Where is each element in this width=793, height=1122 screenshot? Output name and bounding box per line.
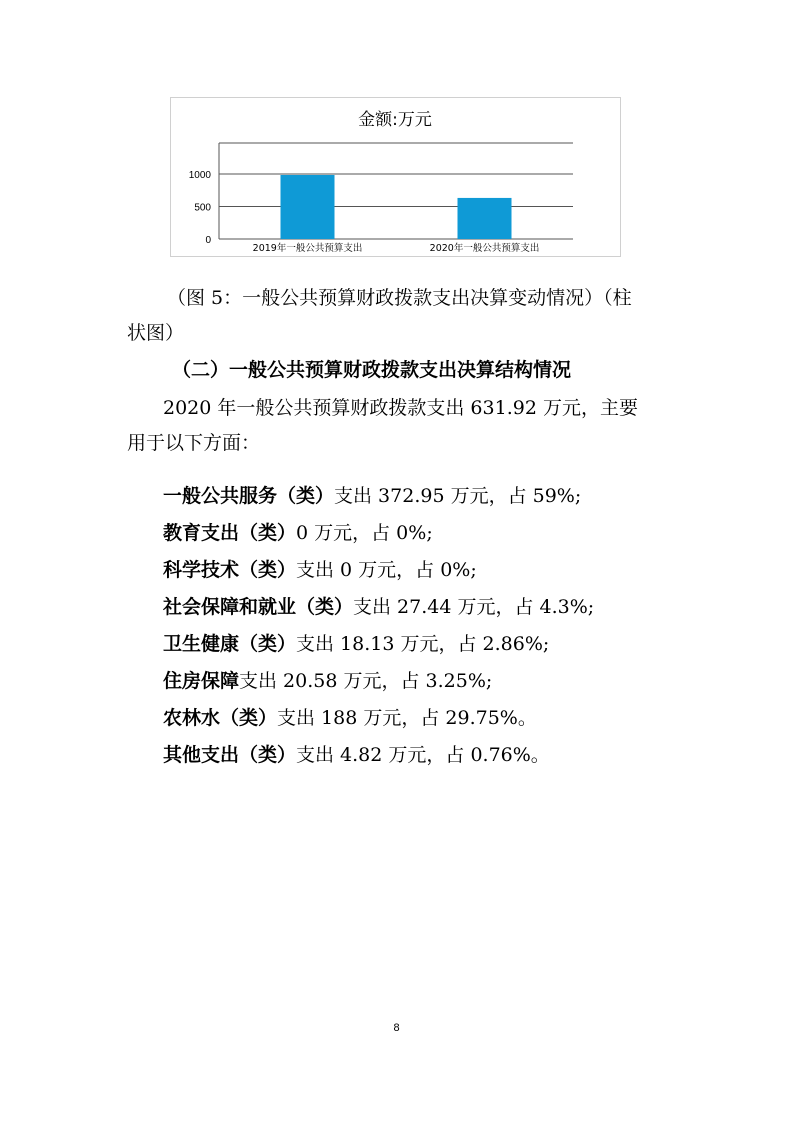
item-text: 支出 188 万元，占 29.75%。 — [277, 707, 537, 729]
list-item — [163, 703, 537, 733]
list-item — [163, 629, 549, 659]
y-tick-label: 500 — [194, 202, 211, 214]
figure-caption-line1: （图 5：一般公共预算财政拨款支出决算变动情况）（柱 — [167, 287, 632, 309]
x-tick-label: 2020年一般公共预算支出 — [429, 243, 540, 254]
item-text: 支出 4.82 万元，占 0.76%。 — [296, 744, 550, 766]
item-title: 农林水（类） — [163, 707, 278, 729]
bar-chart — [170, 97, 621, 257]
item-text: 支出 372.95 万元，占 59%; — [334, 485, 582, 507]
item-title: 其他支出（类） — [163, 744, 297, 766]
list-item — [163, 592, 594, 622]
item-title: 社会保障和就业（类） — [163, 596, 354, 618]
list-item — [163, 481, 581, 511]
list-item — [163, 518, 433, 548]
section-heading: （二）一般公共预算财政拨款支出决算结构情况 — [172, 359, 572, 381]
item-text: 支出 27.44 万元，占 4.3%; — [353, 596, 595, 618]
item-title: 一般公共服务（类） — [163, 485, 335, 507]
intro-line1: 2020 年一般公共预算财政拨款支出 631.92 万元，主要 — [163, 397, 638, 419]
item-title: 住房保障 — [163, 670, 240, 692]
list-item — [163, 666, 492, 696]
y-tick-label: 1000 — [188, 170, 211, 181]
bar — [281, 175, 335, 239]
item-text: 0 万元，占 0%; — [296, 522, 433, 544]
intro-line2: 用于以下方面： — [127, 432, 261, 454]
item-title: 卫生健康（类） — [163, 633, 297, 655]
list-item — [163, 740, 550, 770]
item-text: 支出 18.13 万元，占 2.86%; — [296, 633, 550, 655]
y-tick-label: 0 — [205, 235, 211, 246]
chart-title: 金额:万元 — [358, 110, 432, 130]
page-number: 8 — [393, 1022, 400, 1034]
bar — [458, 198, 512, 239]
list-item — [163, 555, 477, 585]
item-text: 支出 20.58 万元，占 3.25%; — [239, 670, 493, 692]
figure-caption-line2: 状图） — [127, 322, 185, 344]
item-title: 教育支出（类） — [163, 522, 297, 544]
item-text: 支出 0 万元，占 0%; — [296, 559, 477, 581]
x-tick-label: 2019年一般公共预算支出 — [252, 243, 363, 254]
item-title: 科学技术（类） — [163, 559, 297, 581]
chart-svg — [171, 98, 620, 256]
